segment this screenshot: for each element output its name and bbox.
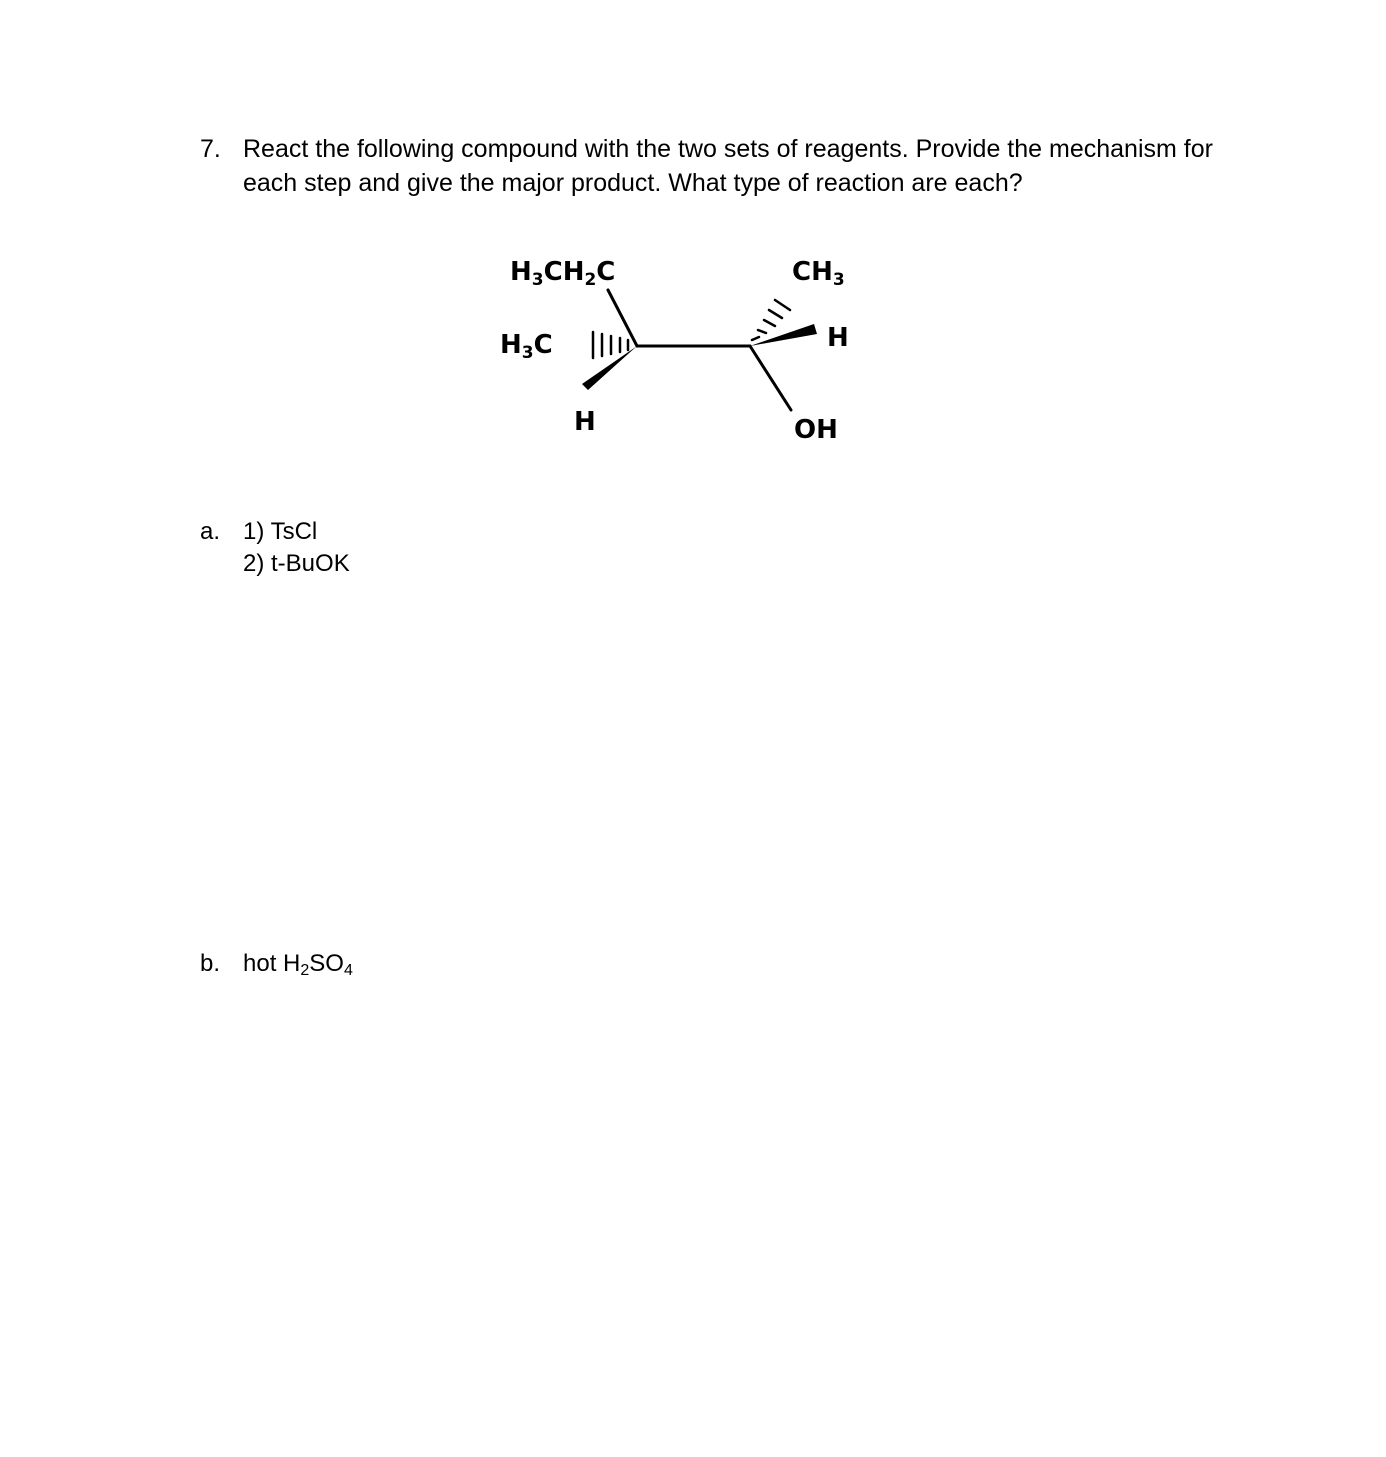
part-b-reagent-prefix: hot H — [243, 950, 301, 977]
bond-c2-oh — [750, 346, 791, 410]
part-b-letter: b. — [200, 950, 221, 977]
part-b-reagent-sub1: 2 — [300, 962, 310, 979]
label-methyl-right: CH3 — [792, 257, 845, 290]
hash-bond-methyl-right — [752, 300, 790, 340]
question-number: 7. — [200, 135, 221, 163]
label-methyl-left: H3C — [500, 330, 553, 363]
part-a-letter: a. — [200, 518, 221, 545]
label-ethyl-group: H3CH2C — [510, 257, 616, 290]
part-b-reagent — [243, 948, 353, 980]
label-h-right: H — [827, 323, 849, 353]
part-b-reagent-sub2: 4 — [343, 962, 353, 979]
molecule-structure — [480, 240, 900, 460]
question-text: React the following compound with the two sets of reagents. Provide the mechanism for each step and give the major product. What type of reaction are each? — [243, 135, 1213, 197]
wedge-bond-h-right — [750, 324, 817, 346]
bond-c1-ethyl — [608, 290, 637, 346]
hash-bond-methyl-left — [593, 332, 628, 358]
part-a-step-2: 2) t-BuOK — [243, 550, 350, 577]
part-b-reagent-mid: SO — [309, 950, 344, 977]
part-a-step-1: 1) TsCl — [243, 518, 318, 545]
wedge-bond-h-left — [582, 346, 637, 390]
label-h-left: H — [574, 407, 596, 437]
part-a-reagents — [243, 516, 350, 580]
label-oh: OH — [794, 415, 838, 445]
molecule-drawing — [480, 240, 900, 460]
